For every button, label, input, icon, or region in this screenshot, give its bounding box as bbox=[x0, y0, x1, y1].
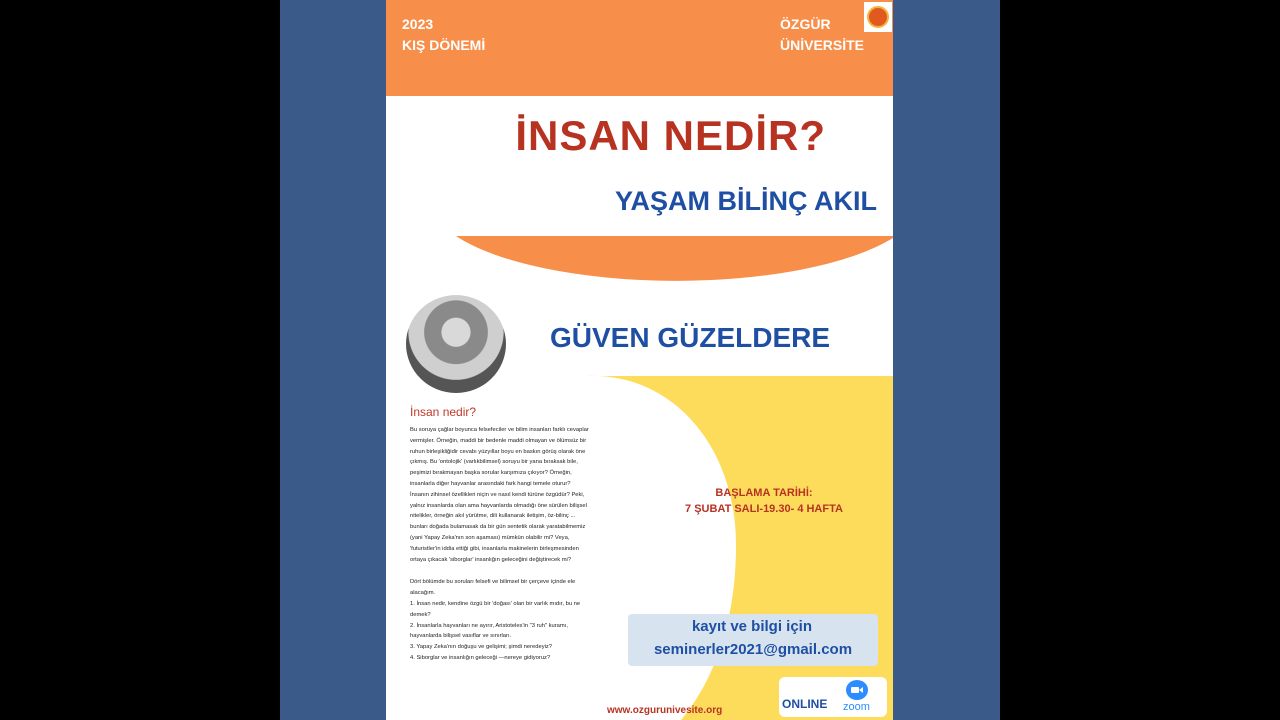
yellow-arc-shape bbox=[586, 376, 893, 720]
start-date-label: BAŞLAMA TARİHİ: bbox=[715, 487, 813, 499]
contact-label: kayıt ve bilgi için bbox=[691, 618, 813, 635]
list-item: 1. İnsan nedir, kendine özgü bir 'doğası' olan bir varlık mıdır, bu ne demek? bbox=[410, 600, 581, 618]
right-side-band bbox=[893, 0, 1000, 720]
video-camera-icon bbox=[846, 680, 868, 700]
list-item: 4. Siborglar ve insanlığın geleceği —nereye gidiyoruz? bbox=[410, 654, 551, 661]
orange-half-circle bbox=[456, 236, 893, 281]
essay-topic-list bbox=[410, 599, 590, 664]
term-label: 2023 KIŞ DÖNEMİ bbox=[402, 16, 486, 53]
logo-mark bbox=[867, 6, 889, 28]
left-side-band bbox=[280, 0, 386, 720]
contact-email-link[interactable]: seminerler2021@gmail.com bbox=[653, 641, 853, 658]
essay-heading: İnsan nedir? bbox=[410, 405, 477, 419]
list-item: 2. İnsanlarla hayvanları ne ayırır, Aristoteles'in "3 ruh" kuramı, hayvanlarda bilişsel vasıflar ve sınırları. bbox=[410, 622, 568, 640]
zoom-label: zoom bbox=[843, 701, 870, 713]
poster-title: İNSAN NEDİR? bbox=[515, 112, 826, 159]
list-item: 3. Yapay Zeka'nın doğuşu ve gelişimi; şimdi neredeyiz? bbox=[410, 644, 553, 651]
university-logo-icon bbox=[864, 2, 892, 32]
organization-name: ÖZGÜR ÜNİVERSİTE bbox=[780, 16, 865, 53]
essay-body bbox=[410, 425, 590, 664]
zoom-badge bbox=[779, 677, 887, 717]
start-date-value: 7 ŞUBAT SALI-19.30- 4 HAFTA bbox=[685, 503, 843, 515]
speaker-name: GÜVEN GÜZELDERE bbox=[550, 322, 831, 353]
essay-intro: Dört bölümde bu soruları felsefi ve bilimsel bir çerçeve içinde ele alacağım. bbox=[410, 579, 576, 597]
essay-paragraph: Bu soruya çağlar boyunca felsefeciler ve bilim insanları farklı cevaplar vermişler. Örneğin, maddi bir bedenle maddi olmayan ve ölümsüz bir ruhun birleşikliğidir cevabı yüzyıllar boyu en baskın görüş olarak öne çıkmış. Bu 'ontolojik' (varlıkbilimsel) soruyu bir yana bıraksak bile, peşimizi bırakmayan başka sorular karşımıza çıkıyor? Örneğin, insanlarla diğer hayvanlar arasındaki fark hangi temele oturur? İnsanın zihinsel özellikleri niçin ve nasıl kendi türüne özgüdür? Peki, yalnız insanlarda olan ama hayvanlarda olmadığı öne sürülen bilişsel nitelikler, örneğin akıl yürütme, dili kullanarak iletişim, öz-bilinç ... bunları doğada bulamasak da bir gün sentetik olarak yaratabilmemiz (yani Yapay Zeka'nın son aşaması) mümkün olabilir mi? Veya, 'futuristler'in iddia ettiği gibi, insanlarla makinelerin birleşmesinden ortaya çıkacak 'siborglar' insanlığın geleceğini değiştirecek mi? bbox=[410, 427, 589, 563]
website-link[interactable]: www.ozgurunivesite.org bbox=[607, 705, 723, 716]
poster bbox=[386, 0, 893, 720]
speaker-photo bbox=[406, 295, 506, 393]
poster-subtitle: YAŞAM BİLİNÇ AKIL bbox=[614, 186, 877, 216]
online-label: ONLINE bbox=[782, 697, 828, 711]
